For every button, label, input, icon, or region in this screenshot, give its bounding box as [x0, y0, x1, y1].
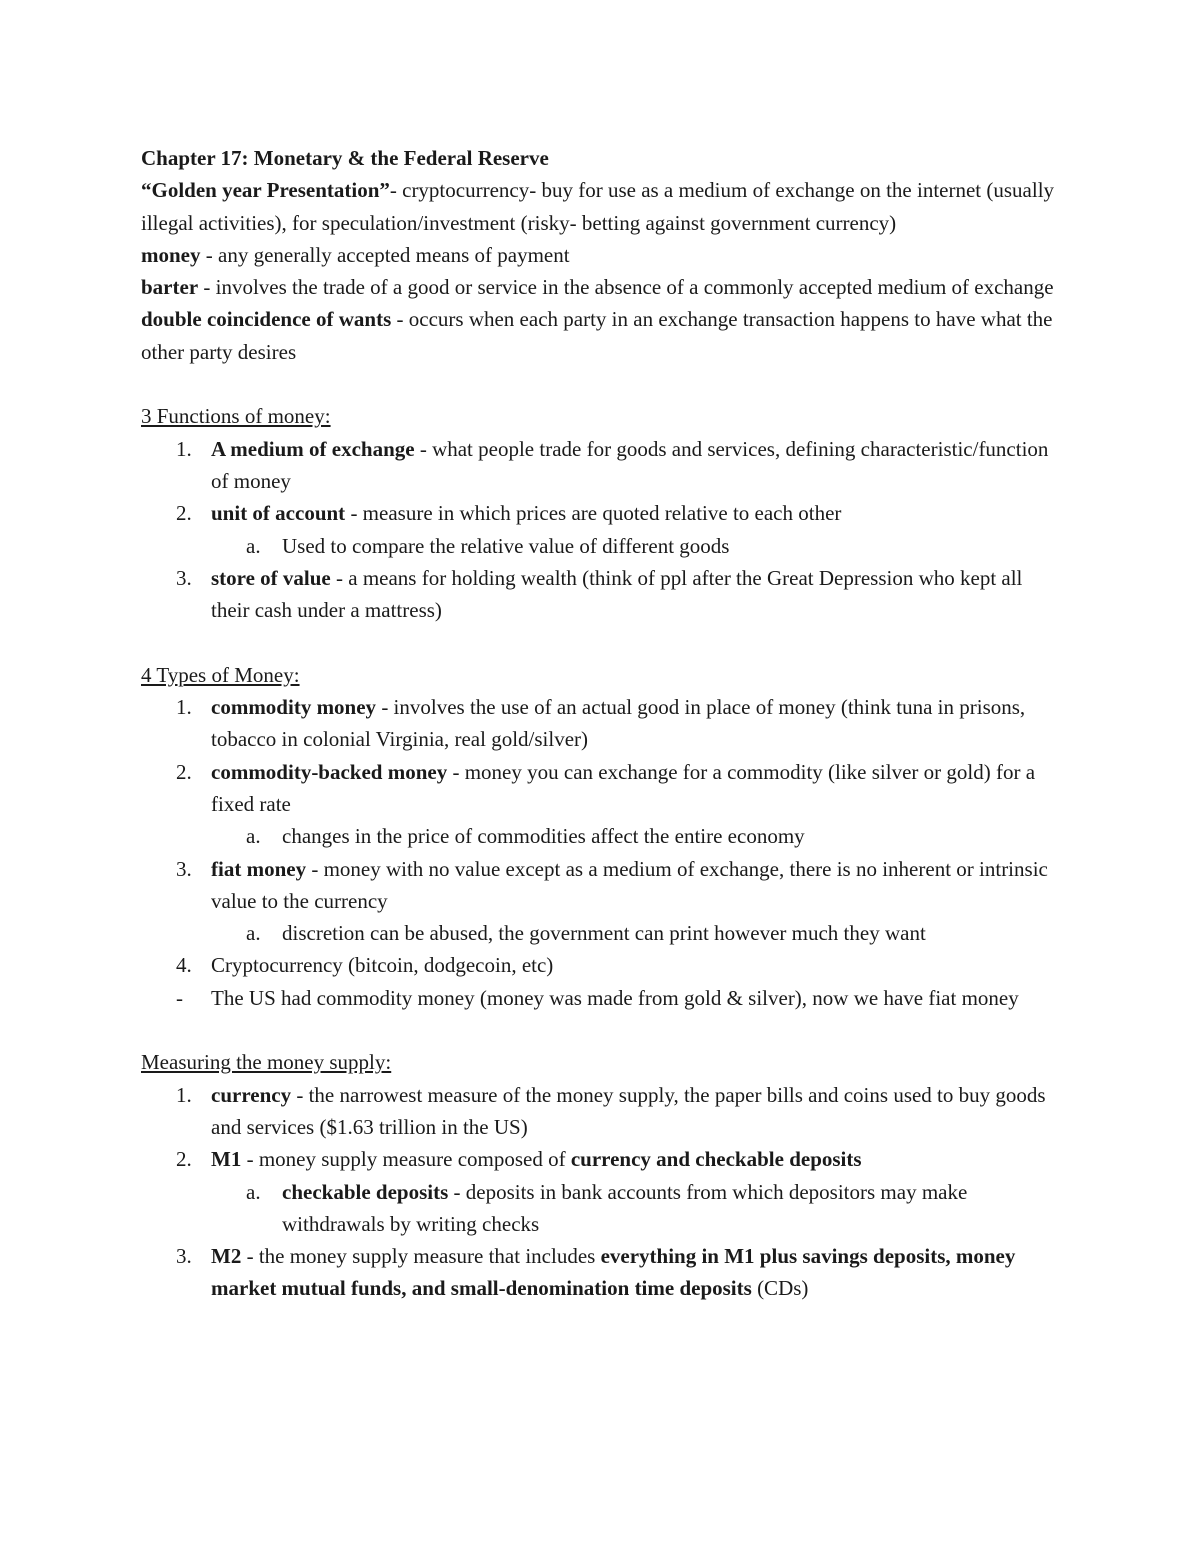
chapter-title: Chapter 17: Monetary & the Federal Reserve [141, 146, 549, 170]
functions-heading: 3 Functions of money: [141, 404, 331, 429]
list-item: 3. fiat money - money with no value except as a medium of exchange, there is no inherent or intrinsic value to the currency [176, 856, 1048, 913]
list-item: - The US had commodity money (money was made from gold & silver), now we have fiat money [176, 985, 1019, 1010]
list-item: 4. Cryptocurrency (bitcoin, dodgecoin, etc) [176, 953, 554, 978]
barter-definition: barter - involves the trade of a good or service in the absence of a commonly accepted medium of exchange [141, 275, 1054, 300]
sub-list-item: a. checkable deposits - deposits in bank accounts from which depositors may make withdrawals by writing checks [246, 1179, 968, 1236]
list-item: 3. store of value - a means for holding wealth (think of ppl after the Great Depression who kept all their cash under a mattress) [176, 565, 1023, 623]
list-item: 2. commodity-backed money - money you can exchange for a commodity (like silver or gold) for a fixed rate [176, 759, 1036, 816]
double-coincidence-definition: double coincidence of wants - occurs when each party in an exchange transaction happens to have what the other party desires [141, 307, 1053, 364]
list-item: 3. M2 - the money supply measure that includes everything in M1 plus savings deposits, money market mutual funds, and small-denomination time deposits (CDs) [176, 1244, 1016, 1301]
spacer [141, 368, 1061, 400]
types-heading: 4 Types of Money: [141, 662, 300, 687]
golden-year-paragraph: “Golden year Presentation”- cryptocurrency- buy for use as a medium of exchange on the internet (usually illegal activities), for speculation/investment (risky- betting against government currency) [141, 178, 1055, 235]
sub-list-item: a. changes in the price of commodities affect the entire economy [246, 824, 805, 849]
sub-list-item: a. Used to compare the relative value of different goods [246, 533, 730, 558]
money-definition: money - any generally accepted means of payment [141, 242, 570, 267]
list-item: 2. unit of account - measure in which prices are quoted relative to each other [176, 501, 842, 526]
list-item: 1. A medium of exchange - what people trade for goods and services, defining characteristic/function of money [176, 436, 1049, 493]
supply-heading: Measuring the money supply: [141, 1050, 392, 1075]
list-item: 1. currency - the narrowest measure of the money supply, the paper bills and coins used to buy goods and services ($1.63 trillion in the US) [176, 1082, 1046, 1139]
spacer [141, 1014, 1061, 1046]
list-item: 2. M1 - money supply measure composed of currency and checkable deposits [176, 1147, 862, 1172]
list-item: 1. commodity money - involves the use of an actual good in place of money (think tuna in prisons, tobacco in colonial Virginia, real gold/silver) [176, 695, 1026, 752]
spacer [141, 626, 1061, 658]
sub-list-item: a. discretion can be abused, the government can print however much they want [246, 921, 926, 946]
document-page [141, 142, 1061, 1305]
